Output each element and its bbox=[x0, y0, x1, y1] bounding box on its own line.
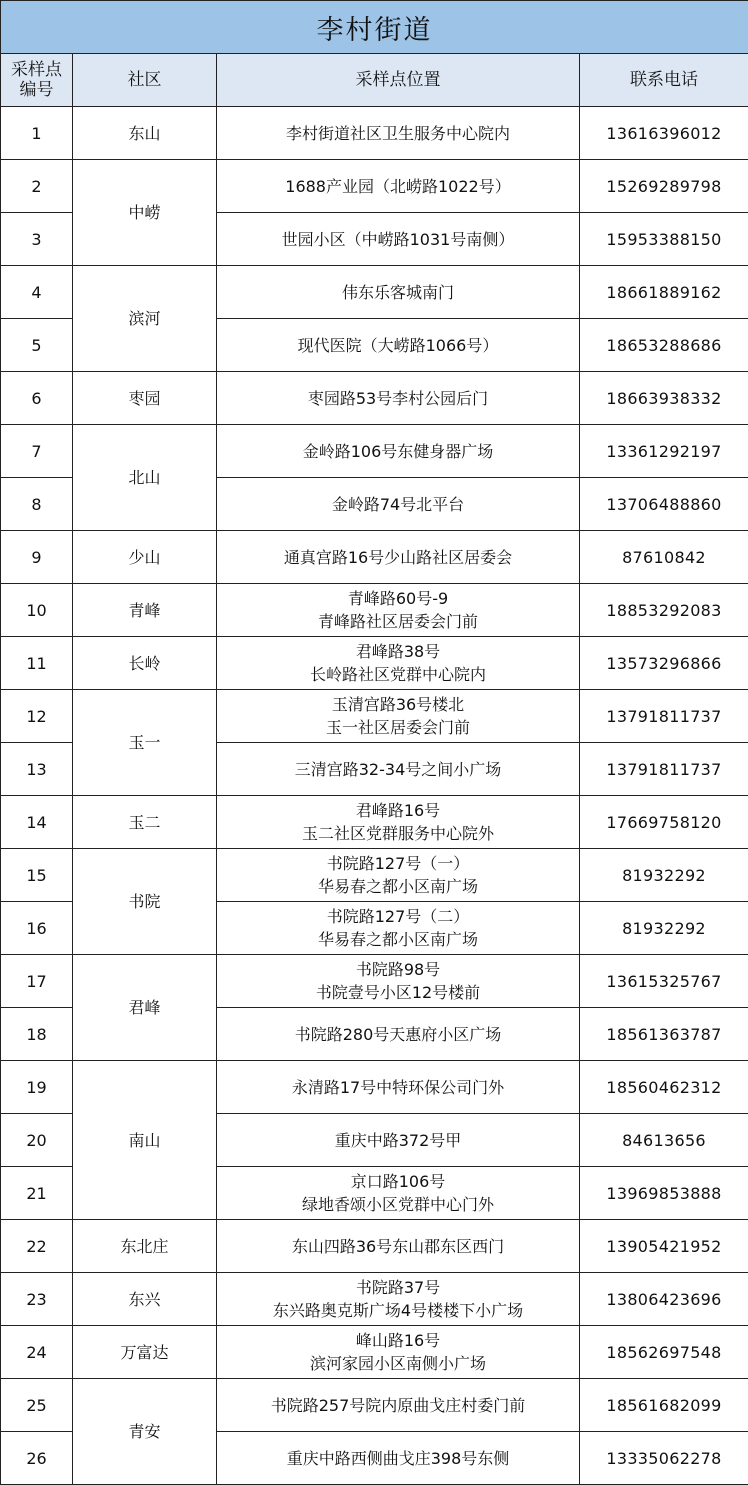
table-row bbox=[1, 1379, 748, 1432]
row-number: 12 bbox=[1, 690, 73, 743]
header-community: 社区 bbox=[73, 54, 217, 107]
table-row bbox=[1, 955, 748, 1008]
header-location: 采样点位置 bbox=[217, 54, 580, 107]
contact-phone: 13335062278 bbox=[580, 1432, 748, 1485]
table-row bbox=[1, 584, 748, 637]
location-line: 枣园路53号李村公园后门 bbox=[307, 388, 489, 408]
community-name: 中崂 bbox=[73, 160, 217, 266]
row-number: 13 bbox=[1, 743, 73, 796]
sampling-location bbox=[217, 1220, 580, 1273]
table-row bbox=[1, 531, 748, 584]
location-line: 永清路17号中特环保公司门外 bbox=[291, 1077, 505, 1097]
location-line: 华易春之都小区南广场 bbox=[317, 877, 478, 896]
location-line: 伟东乐客城南门 bbox=[341, 282, 454, 302]
location-line: 长岭路社区党群中心院内 bbox=[309, 665, 486, 684]
row-number: 19 bbox=[1, 1061, 73, 1114]
location-line: 君峰路38号 bbox=[355, 642, 441, 661]
contact-phone: 84613656 bbox=[580, 1114, 748, 1167]
table-row bbox=[1, 372, 748, 425]
contact-phone: 13573296866 bbox=[580, 637, 748, 690]
sampling-location bbox=[217, 372, 580, 425]
community-name: 长岭 bbox=[73, 637, 217, 690]
location-line: 李村街道社区卫生服务中心院内 bbox=[285, 123, 510, 143]
community-name: 东兴 bbox=[73, 1273, 217, 1326]
row-number: 18 bbox=[1, 1008, 73, 1061]
row-number: 26 bbox=[1, 1432, 73, 1485]
row-number: 5 bbox=[1, 319, 73, 372]
location-line: 绿地香颂小区党群中心门外 bbox=[301, 1195, 494, 1214]
row-number: 11 bbox=[1, 637, 73, 690]
sampling-location bbox=[217, 743, 580, 796]
contact-phone: 13616396012 bbox=[580, 107, 748, 160]
contact-phone: 13791811737 bbox=[580, 743, 748, 796]
row-number: 24 bbox=[1, 1326, 73, 1379]
sampling-location bbox=[217, 1326, 580, 1379]
location-line: 青峰路60号-9 bbox=[347, 589, 449, 608]
contact-phone: 18562697548 bbox=[580, 1326, 748, 1379]
community-name: 少山 bbox=[73, 531, 217, 584]
row-number: 15 bbox=[1, 849, 73, 902]
contact-phone: 81932292 bbox=[580, 902, 748, 955]
location-line: 重庆中路372号甲 bbox=[334, 1130, 462, 1150]
table-row bbox=[1, 107, 748, 160]
row-number: 1 bbox=[1, 107, 73, 160]
row-number: 25 bbox=[1, 1379, 73, 1432]
row-number: 16 bbox=[1, 902, 73, 955]
contact-phone: 15953388150 bbox=[580, 213, 748, 266]
header-num bbox=[1, 54, 73, 107]
location-line: 东山四路36号东山郡东区西门 bbox=[291, 1236, 505, 1256]
location-line: 君峰路16号 bbox=[355, 801, 441, 820]
table-row bbox=[1, 637, 748, 690]
contact-phone: 87610842 bbox=[580, 531, 748, 584]
contact-phone: 18661889162 bbox=[580, 266, 748, 319]
sampling-location bbox=[217, 213, 580, 266]
sampling-location bbox=[217, 531, 580, 584]
contact-phone: 13361292197 bbox=[580, 425, 748, 478]
location-line: 书院路127号（二） bbox=[326, 907, 470, 926]
contact-phone: 18560462312 bbox=[580, 1061, 748, 1114]
row-number: 20 bbox=[1, 1114, 73, 1167]
row-number: 14 bbox=[1, 796, 73, 849]
community-name: 东山 bbox=[73, 107, 217, 160]
location-line: 玉清宫路36号楼北 bbox=[331, 695, 465, 714]
contact-phone: 18561682099 bbox=[580, 1379, 748, 1432]
row-number: 21 bbox=[1, 1167, 73, 1220]
title-row bbox=[1, 1, 748, 54]
location-line: 书院路280号天惠府小区广场 bbox=[294, 1024, 502, 1044]
location-line: 华易春之都小区南广场 bbox=[317, 930, 478, 949]
sampling-location bbox=[217, 1273, 580, 1326]
sampling-location bbox=[217, 690, 580, 743]
row-number: 7 bbox=[1, 425, 73, 478]
contact-phone: 15269289798 bbox=[580, 160, 748, 213]
location-line: 金岭路74号北平台 bbox=[331, 494, 465, 514]
table-title: 李村街道 bbox=[1, 1, 748, 54]
location-line: 金岭路106号东健身器广场 bbox=[302, 441, 494, 461]
community-name: 书院 bbox=[73, 849, 217, 955]
location-line: 书院路98号 bbox=[355, 960, 441, 979]
header-num-line-1: 采样点 bbox=[11, 60, 62, 80]
sampling-location bbox=[217, 584, 580, 637]
sampling-location bbox=[217, 319, 580, 372]
row-number: 17 bbox=[1, 955, 73, 1008]
table-row bbox=[1, 690, 748, 743]
location-line: 滨河家园小区南侧小广场 bbox=[309, 1354, 486, 1373]
sampling-location bbox=[217, 107, 580, 160]
table-row bbox=[1, 849, 748, 902]
sampling-location bbox=[217, 1432, 580, 1485]
table-row bbox=[1, 796, 748, 849]
location-line: 峰山路16号 bbox=[355, 1331, 441, 1350]
contact-phone: 18853292083 bbox=[580, 584, 748, 637]
location-line: 书院壹号小区12号楼前 bbox=[315, 983, 481, 1002]
community-name: 青安 bbox=[73, 1379, 217, 1485]
table-row bbox=[1, 425, 748, 478]
location-line: 书院路127号（一） bbox=[326, 854, 470, 873]
location-line: 东兴路奥克斯广场4号楼楼下小广场 bbox=[272, 1301, 524, 1320]
contact-phone: 81932292 bbox=[580, 849, 748, 902]
community-name: 青峰 bbox=[73, 584, 217, 637]
table-row bbox=[1, 1273, 748, 1326]
location-line: 通真宫路16号少山路社区居委会 bbox=[283, 547, 513, 567]
location-line: 玉一社区居委会门前 bbox=[325, 718, 470, 737]
row-number: 22 bbox=[1, 1220, 73, 1273]
row-number: 9 bbox=[1, 531, 73, 584]
sampling-location bbox=[217, 478, 580, 531]
row-number: 8 bbox=[1, 478, 73, 531]
community-name: 玉二 bbox=[73, 796, 217, 849]
row-number: 2 bbox=[1, 160, 73, 213]
location-line: 三清宫路32-34号之间小广场 bbox=[294, 759, 502, 779]
community-name: 南山 bbox=[73, 1061, 217, 1220]
sampling-location bbox=[217, 425, 580, 478]
row-number: 6 bbox=[1, 372, 73, 425]
sampling-location bbox=[217, 1167, 580, 1220]
contact-phone: 13615325767 bbox=[580, 955, 748, 1008]
location-line: 青峰路社区居委会门前 bbox=[317, 612, 478, 631]
sampling-location bbox=[217, 1061, 580, 1114]
community-name: 万富达 bbox=[73, 1326, 217, 1379]
sampling-location bbox=[217, 1008, 580, 1061]
table-row bbox=[1, 1326, 748, 1379]
contact-phone: 13791811737 bbox=[580, 690, 748, 743]
community-name: 北山 bbox=[73, 425, 217, 531]
table-row bbox=[1, 1220, 748, 1273]
sampling-location bbox=[217, 637, 580, 690]
sampling-location bbox=[217, 796, 580, 849]
contact-phone: 18561363787 bbox=[580, 1008, 748, 1061]
sampling-location bbox=[217, 849, 580, 902]
location-line: 1688产业园（北崂路1022号） bbox=[285, 176, 511, 196]
sampling-location bbox=[217, 160, 580, 213]
contact-phone: 13969853888 bbox=[580, 1167, 748, 1220]
header-phone: 联系电话 bbox=[580, 54, 748, 107]
row-number: 23 bbox=[1, 1273, 73, 1326]
location-line: 世园小区（中崂路1031号南侧） bbox=[281, 229, 515, 249]
table-body bbox=[1, 107, 748, 1485]
sampling-location bbox=[217, 1114, 580, 1167]
community-name: 玉一 bbox=[73, 690, 217, 796]
contact-phone: 18653288686 bbox=[580, 319, 748, 372]
community-name: 枣园 bbox=[73, 372, 217, 425]
location-line: 玉二社区党群服务中心院外 bbox=[301, 824, 494, 843]
row-number: 4 bbox=[1, 266, 73, 319]
header-row bbox=[1, 54, 748, 107]
contact-phone: 17669758120 bbox=[580, 796, 748, 849]
row-number: 10 bbox=[1, 584, 73, 637]
row-number: 3 bbox=[1, 213, 73, 266]
table-row bbox=[1, 266, 748, 319]
community-name: 东北庄 bbox=[73, 1220, 217, 1273]
sampling-location bbox=[217, 266, 580, 319]
community-name: 滨河 bbox=[73, 266, 217, 372]
contact-phone: 18663938332 bbox=[580, 372, 748, 425]
location-line: 现代医院（大崂路1066号） bbox=[297, 335, 499, 355]
header-num-line-2: 编号 bbox=[19, 80, 54, 100]
location-line: 重庆中路西侧曲戈庄398号东侧 bbox=[286, 1448, 510, 1468]
sampling-location bbox=[217, 955, 580, 1008]
contact-phone: 13905421952 bbox=[580, 1220, 748, 1273]
location-line: 京口路106号 bbox=[350, 1172, 446, 1191]
table-row bbox=[1, 160, 748, 213]
location-line: 书院路37号 bbox=[355, 1278, 441, 1297]
sampling-location bbox=[217, 1379, 580, 1432]
sampling-location bbox=[217, 902, 580, 955]
location-line: 书院路257号院内原曲戈庄村委门前 bbox=[270, 1395, 526, 1415]
table-row bbox=[1, 1061, 748, 1114]
contact-phone: 13706488860 bbox=[580, 478, 748, 531]
contact-phone: 13806423696 bbox=[580, 1273, 748, 1326]
community-name: 君峰 bbox=[73, 955, 217, 1061]
